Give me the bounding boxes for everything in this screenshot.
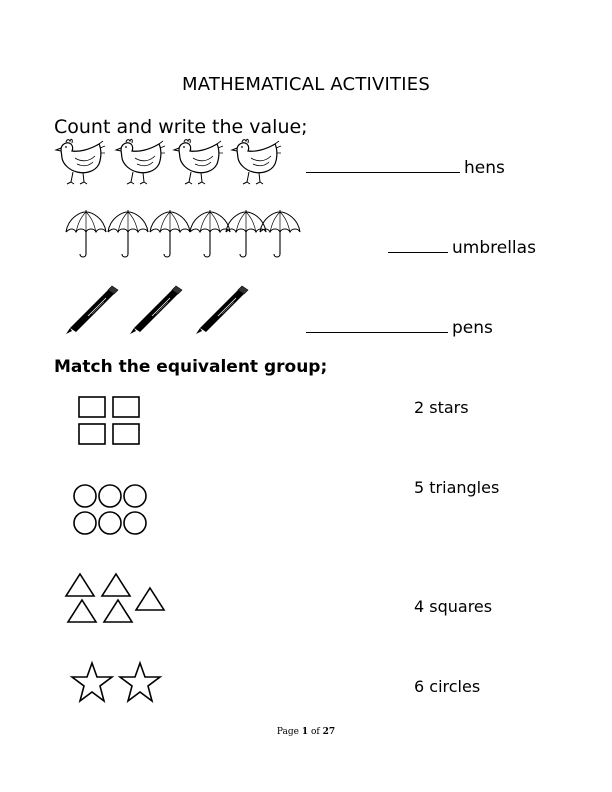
hen-icon: [174, 139, 223, 184]
pen-group: [64, 284, 264, 336]
triangle-icon: [102, 574, 130, 596]
square-icon: [113, 424, 139, 444]
circle-icon: [124, 512, 146, 534]
match-label-squares: 4 squares: [414, 597, 493, 616]
square-icon: [113, 397, 139, 417]
pen-icon: [130, 286, 182, 334]
circle-icon: [99, 512, 121, 534]
hen-icon: [116, 139, 165, 184]
triangle-icon: [68, 600, 96, 622]
circles-group: [72, 483, 152, 539]
triangle-icon: [104, 600, 132, 622]
footer-page-number: 1: [301, 727, 309, 737]
star-icon: [120, 663, 160, 701]
umbrella-icon: [190, 210, 230, 257]
match-label-triangles: 5 triangles: [414, 478, 500, 497]
pens-label: pens: [452, 318, 493, 338]
umbrella-icon: [260, 210, 300, 257]
page-footer: [0, 727, 612, 737]
circle-icon: [99, 485, 121, 507]
umbrella-icon: [66, 210, 106, 257]
match-label-stars: 2 stars: [414, 398, 469, 417]
footer-prefix: Page: [276, 727, 299, 737]
triangle-icon: [136, 588, 164, 610]
pen-icon: [196, 286, 248, 334]
triangle-icon: [66, 574, 94, 596]
footer-of: of: [310, 727, 320, 737]
umbrella-icon: [226, 210, 266, 257]
hens-answer-line[interactable]: [306, 158, 505, 178]
umbrellas-label: umbrellas: [452, 238, 536, 258]
circle-icon: [74, 485, 96, 507]
hen-group: [55, 134, 305, 188]
circle-icon: [124, 485, 146, 507]
hen-icon: [56, 139, 105, 184]
pens-answer-line[interactable]: [306, 318, 493, 338]
footer-page-total: 27: [322, 727, 336, 737]
umbrella-icon: [108, 210, 148, 257]
umbrella-group: [64, 208, 294, 266]
match-label-circles: 6 circles: [414, 677, 481, 696]
stars-group: [72, 662, 162, 706]
square-icon: [79, 397, 105, 417]
umbrella-icon: [150, 210, 190, 257]
pen-icon: [66, 286, 118, 334]
circle-icon: [74, 512, 96, 534]
square-icon: [79, 424, 105, 444]
match-instruction: Match the equivalent group;: [54, 357, 328, 377]
hen-icon: [232, 139, 281, 184]
squares-group: [78, 396, 142, 448]
umbrellas-answer-line[interactable]: [388, 238, 536, 258]
star-icon: [72, 663, 112, 701]
hens-label: hens: [464, 158, 505, 178]
page-title: MATHEMATICAL ACTIVITIES: [182, 74, 430, 95]
count-instruction: Count and write the value;: [54, 116, 308, 138]
triangles-group: [66, 572, 166, 628]
